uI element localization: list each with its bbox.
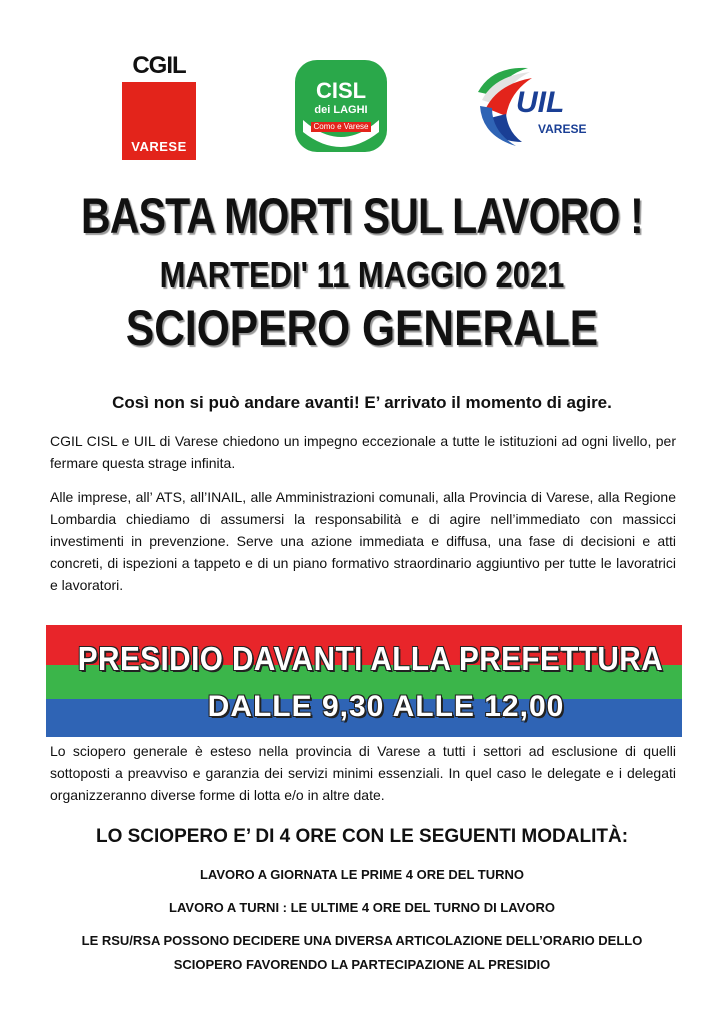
modality-item: LE RSU/RSA POSSONO DECIDERE UNA DIVERSA ARTICOLAZIONE DELL’ORARIO DELLO	[81, 933, 643, 948]
cisl-logo-name: CISL	[315, 78, 367, 103]
uil-logo-name: UIL	[516, 86, 565, 119]
paragraph-demands: Alle imprese, all’ ATS, all’INAIL, alle Amministrazioni comunali, alla Provincia di Varese, alla Regione Lombardia chiediamo di assumersi la responsabilità e di agire nell’immediato con massicci investimenti in prevenzione. Serve una azione immediata e diffusa, una fase di decisioni e atti concreti, di ispezioni a tappeto e di un piano formativo straordinario aggiuntivo per tutte le lavoratrici e lavoratori.	[50, 489, 676, 593]
headline-main: BASTA MORTI SUL LAVORO !	[81, 188, 643, 244]
uil-logo-sub: VARESE	[538, 122, 587, 136]
cisl-logo-line2: dei LAGHI	[314, 104, 368, 116]
paragraph-scope: Lo sciopero generale è esteso nella provincia di Varese a tutti i settori ad esclusione di quelli sottoposti a preavviso e garanzia dei servizi minimi essenziali. In quel caso le delegate e i delegati organizzeranno diverse forme di lotta e/o in altre date.	[50, 743, 676, 803]
paragraph-intro: CGIL CISL e UIL di Varese chiedono un impegno eccezionale a tutte le istituzioni ad ogni livello, per fermare questa strage infinita.	[50, 433, 676, 471]
headline-date: MARTEDI' 11 MAGGIO 2021	[159, 254, 565, 295]
banner-title: PRESIDIO DAVANTI ALLA PREFETTURA	[77, 640, 664, 677]
modality-item: LAVORO A GIORNATA LE PRIME 4 ORE DEL TURNO	[199, 867, 525, 882]
cgil-logo-name: CGIL	[132, 52, 186, 79]
banner-time: DALLE 9,30 ALLE 12,00	[207, 690, 565, 723]
cgil-logo-sub: VARESE	[131, 139, 187, 154]
cisl-logo-line3: Como e Varese	[311, 122, 371, 132]
presidio-banner	[46, 625, 682, 737]
modality-item: LAVORO A TURNI : LE ULTIME 4 ORE DEL TURNO DI LAVORO	[169, 900, 555, 915]
modalities-title: LO SCIOPERO E’ DI 4 ORE CON LE SEGUENTI MODALITÀ:	[95, 826, 629, 847]
headline-strike: SCIOPERO GENERALE	[125, 300, 599, 356]
modality-item: SCIOPERO FAVORENDO LA PARTECIPAZIONE AL PRESIDIO	[173, 957, 551, 972]
cgil-logo-red-box	[122, 82, 196, 160]
cgil-logo	[120, 52, 198, 160]
tagline: Così non si può andare avanti! E’ arrivato il momento di agire.	[112, 393, 612, 412]
uil-logo	[472, 62, 596, 150]
cisl-logo	[293, 58, 389, 154]
